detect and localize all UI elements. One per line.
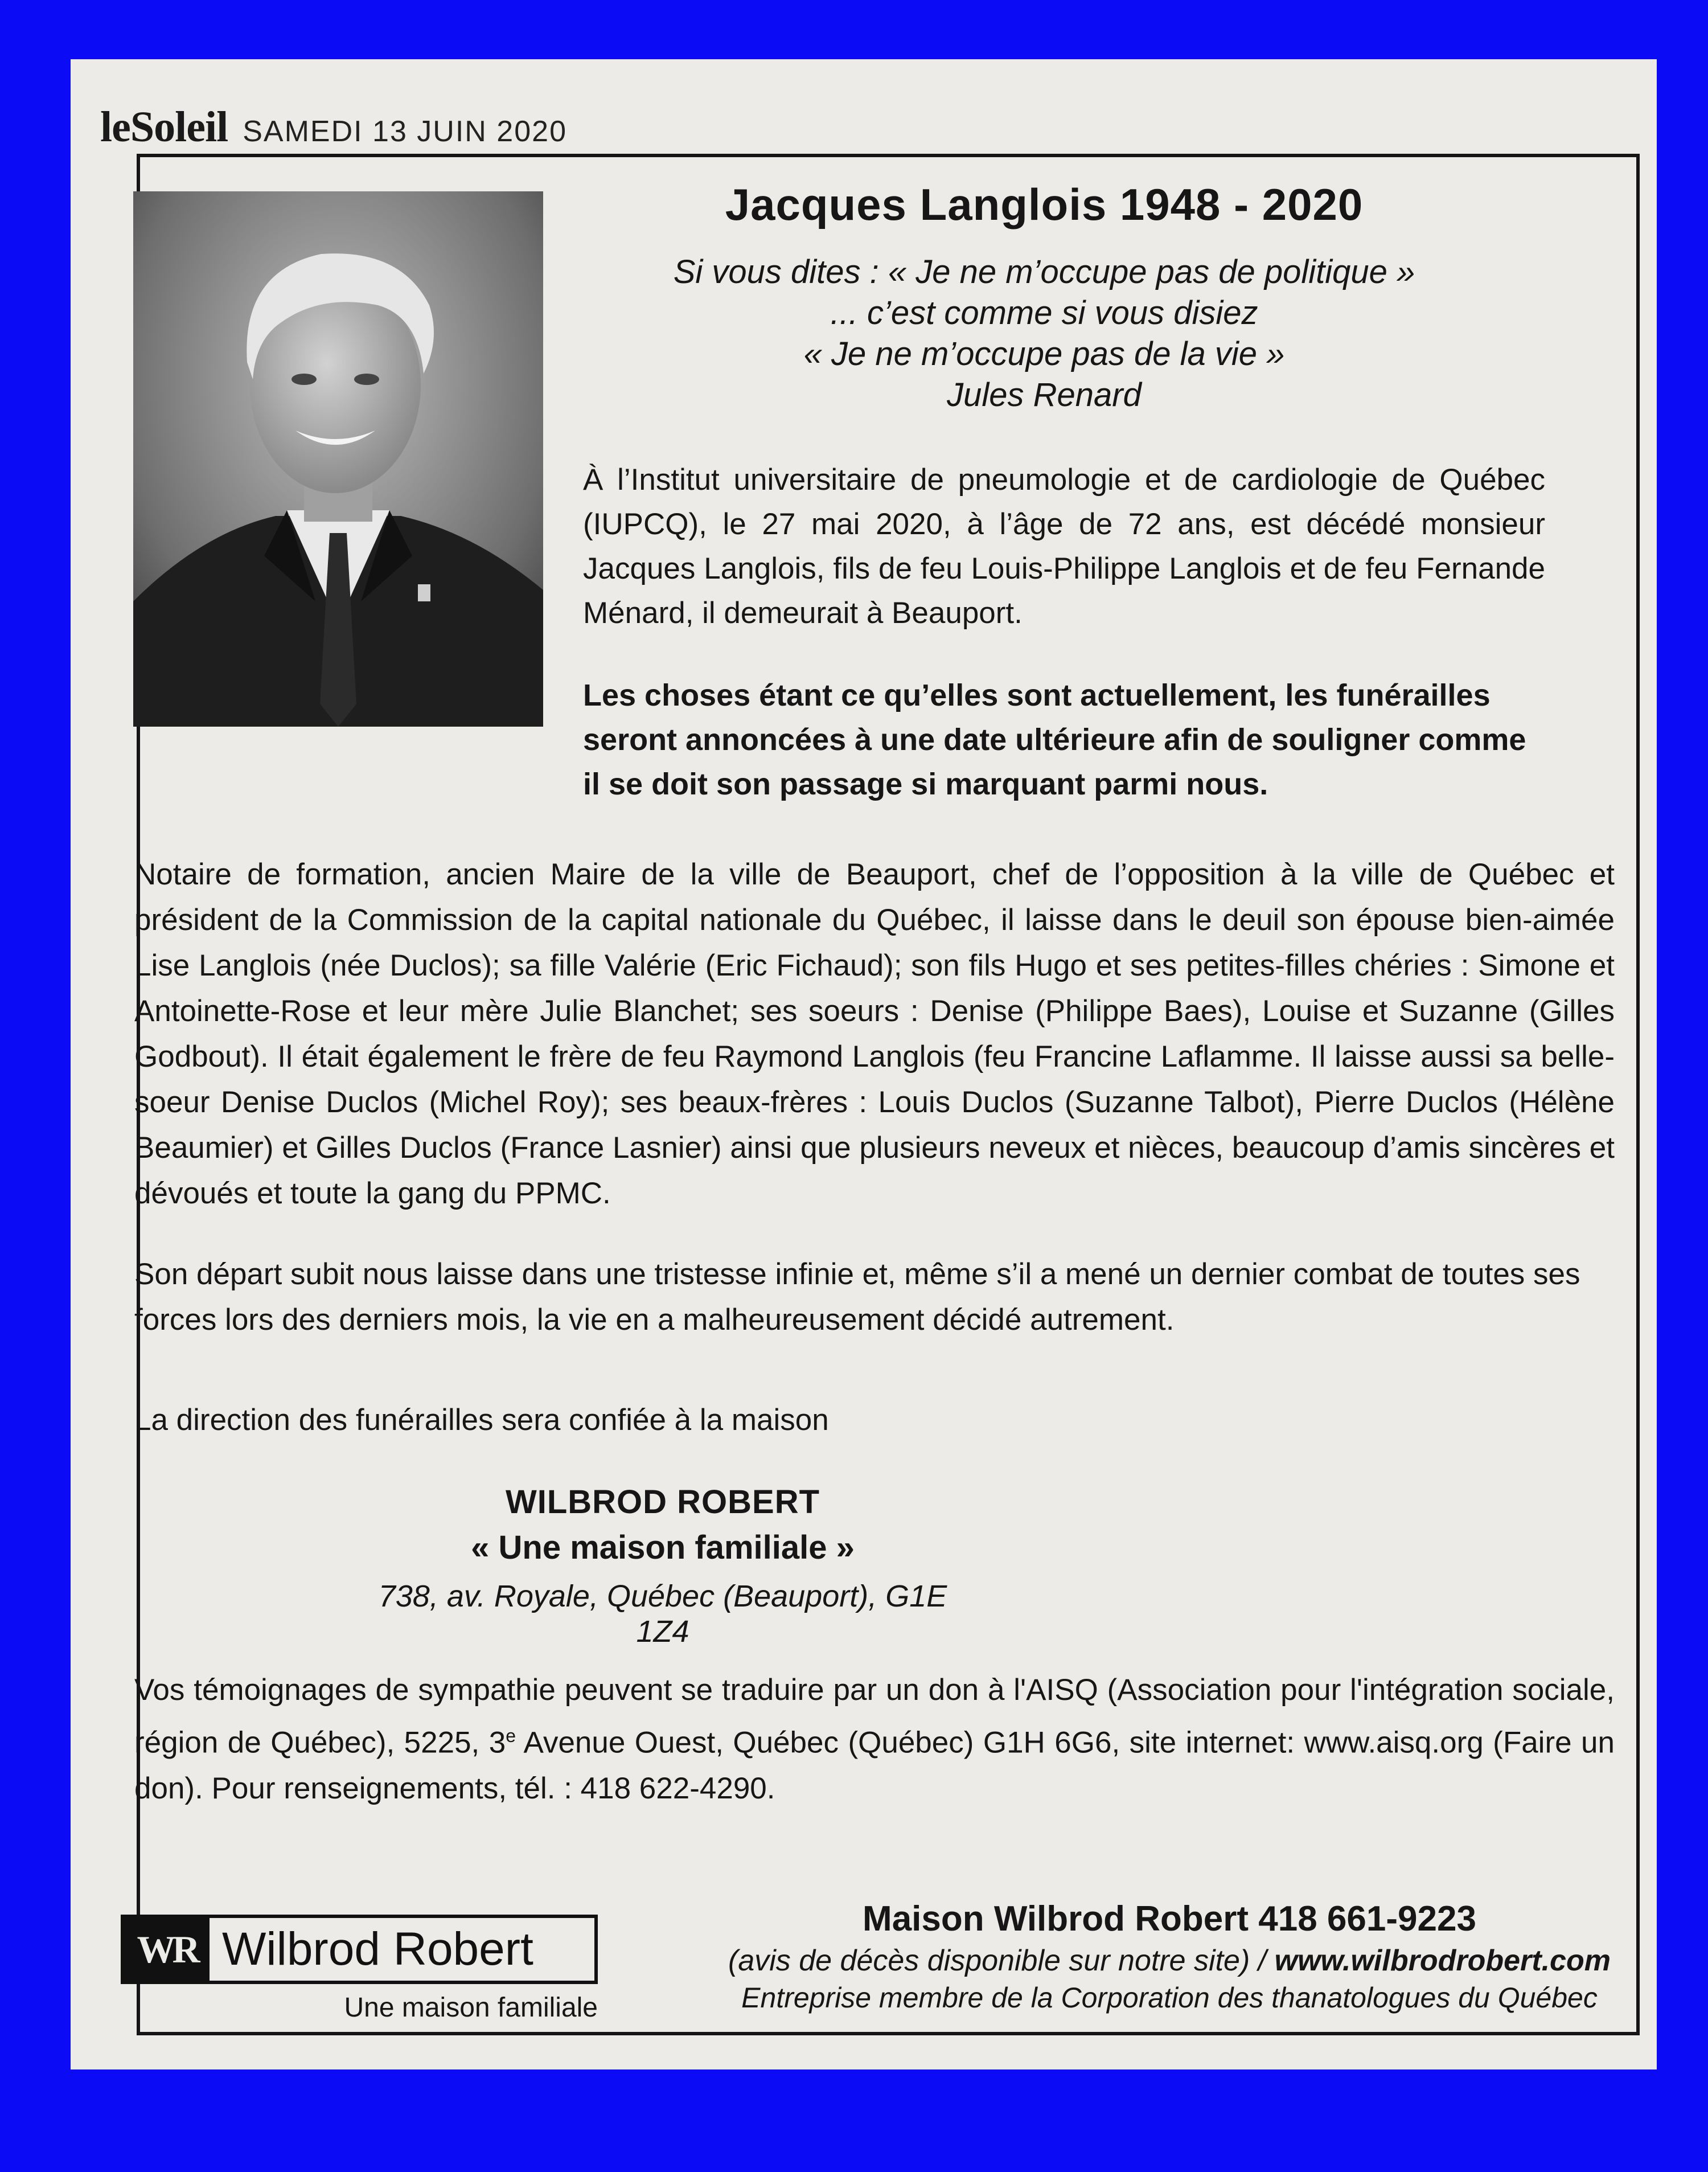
portrait-photo — [133, 191, 543, 727]
funeral-home-name: WILBROD ROBERT — [505, 1483, 820, 1521]
quote-author: Jules Renard — [947, 376, 1142, 413]
death-paragraph: À l’Institut universitaire de pneumologie et de cardiologie de Québec (IUPCQ), le 27 mai 2020, à l’âge de 72 ans, est décédé monsieur Jacques Langlois, fils de feu Louis-Philippe Langlois et de feu Fernande Ménard, il demeurait à Beauport. — [583, 463, 1545, 630]
newspaper-logo: leSoleil — [100, 103, 228, 151]
website-link[interactable]: www.wilbrodrobert.com — [1274, 1944, 1611, 1977]
funeral-home-address: 738, av. Royale, Québec (Beauport), G1E 1Z4 — [378, 1579, 947, 1649]
obituary-title: Jacques Langlois 1948 - 2020 — [725, 179, 1364, 230]
sympathy-paragraph — [134, 1667, 1615, 1812]
logo-box — [121, 1915, 598, 1984]
availability-text: (avis de décès disponible sur notre site) — [728, 1944, 1250, 1977]
epigraph-quote — [640, 252, 1448, 416]
membership-line: Entreprise membre de la Corporation des thanatologues du Québec — [741, 1982, 1598, 2014]
family-paragraph: Notaire de formation, ancien Maire de la ville de Beauport, chef de l’opposition à la ville de Québec et président de la Commission de la capital nationale du Québec, il laisse dans le deuil son épouse bien-aimée Lise Langlois (née Duclos); sa fille Valérie (Eric Fichaud); son fils Hugo et ses petites-filles chéries : Simone et Antoinette-Rose et leur mère Julie Blanchet; ses soeurs : Denise (Philippe Baes), Louise et Suzanne (Gilles Godbout). Il était également le frère de feu Raymond Langlois (feu Francine Laflamme. Il laisse aussi sa belle-soeur Denise Duclos (Michel Roy); ses beaux-frères : Louis Duclos (Suzanne Talbot), Pierre Duclos (Hélène Beaumier) et Gilles Duclos (France Lasnier) ainsi que plusieurs neveux et nièces, beaucoup d’amis sincères et dévoués et toute la gang du PPMC. — [134, 858, 1615, 1210]
logo-name: Wilbrod Robert — [222, 1923, 533, 1975]
contact-block — [714, 1899, 1625, 2014]
issue-date: SAMEDI 13 JUIN 2020 — [243, 115, 567, 148]
contact-phone-line: Maison Wilbrod Robert 418 661-9223 — [863, 1899, 1476, 1939]
newspaper-page — [71, 59, 1657, 2069]
quote-line: « Je ne m’occupe pas de la vie » — [803, 335, 1285, 372]
wr-monogram: WR — [124, 1918, 210, 1981]
funeral-paragraph: Les choses étant ce qu’elles sont actuellement, les funérailles seront annoncées à une date ultérieure afin de souligner comme il se doit son passage si marquant parmi nous. — [583, 678, 1526, 801]
sympathy-text-end: Avenue Ouest, Québec (Québec) G1H 6G6, site internet: www.aisq.org (Faire un don). Pour renseignements, tél. : 418 622-4290. — [134, 1726, 1615, 1805]
funeral-home-slogan: « Une maison familiale » — [471, 1529, 855, 1566]
quote-line: ... c’est comme si vous disiez — [830, 294, 1258, 331]
separator: / — [1258, 1944, 1267, 1977]
funeral-home-logo — [121, 1915, 598, 2023]
logo-tagline: Une maison familiale — [344, 1993, 598, 2023]
quote-line: Si vous dites : « Je ne m’occupe pas de politique » — [673, 253, 1415, 290]
masthead — [100, 103, 567, 152]
ordinal-superscript: e — [506, 1726, 516, 1746]
availability-line — [714, 1944, 1625, 1978]
departure-paragraph: Son départ subit nous laisse dans une tristesse infinie et, même s’il a mené un dernier combat de toutes ses forces lors des derniers mois, la vie en a malheureusement décidé autrement. — [134, 1257, 1580, 1337]
sympathy-text-start: Vos témoignages de sympathie peuvent se traduire par un don à l'AISQ (Association pour l'intégration sociale, région de Québec), 5225, 3 — [134, 1673, 1615, 1760]
direction-paragraph: La direction des funérailles sera confiée à la maison — [134, 1403, 829, 1437]
